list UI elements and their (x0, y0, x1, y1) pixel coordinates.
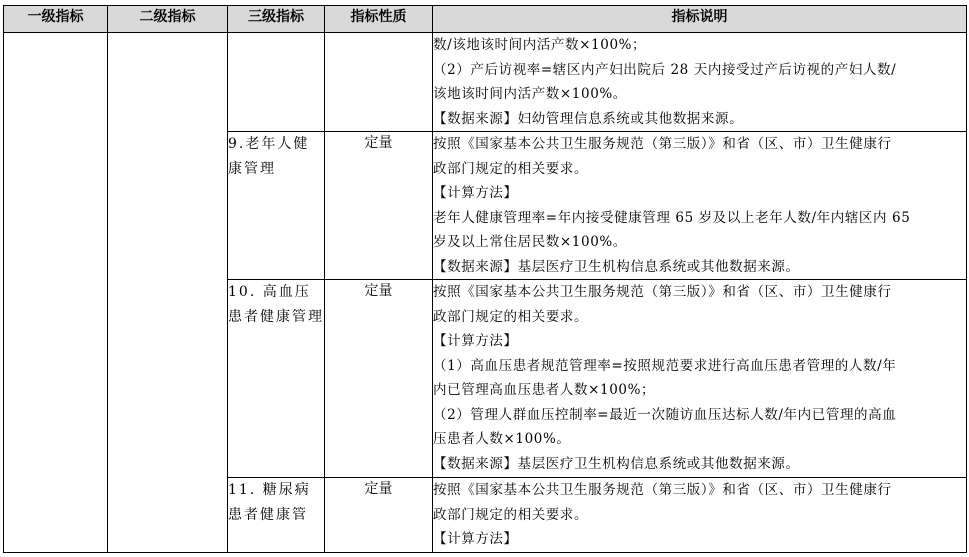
description-line: 按照《国家基本公共卫生服务规范（第三版）》和省（区、市）卫生健康行 (433, 482, 892, 498)
description-line: 政部门规定的相关要求。 (433, 160, 589, 177)
description-cell (433, 33, 967, 132)
description-line: 【计算方法】 (433, 531, 518, 547)
header-level1: 一级指标 (4, 6, 108, 33)
description-line: 【计算方法】 (433, 333, 518, 349)
description-line: 压患者人数×100%。 (433, 431, 571, 447)
description-cell (433, 478, 967, 553)
level3-cell: 11. 糖尿病患者健康管 (228, 478, 325, 553)
description-line: 【计算方法】 (433, 185, 518, 201)
level3-cell: 10. 高血压患者健康管理 (228, 280, 325, 478)
description-cell (433, 280, 967, 478)
level2-cell (108, 33, 228, 553)
header-row (4, 6, 967, 33)
description-line: 数/该地该时间内活产数×100%； (433, 37, 647, 53)
header-description: 指标说明 (433, 6, 967, 33)
header-level3: 三级指标 (228, 6, 325, 33)
description-line: 老年人健康管理率=年内接受健康管理 65 岁及以上老年人数/年内辖区内 65 (433, 209, 911, 226)
description-line: 按照《国家基本公共卫生服务规范（第三版）》和省（区、市）卫生健康行 (433, 136, 892, 152)
description-line: （2）管理人群血压控制率=最近一次随访血压达标人数/年内已管理的高血 (433, 406, 897, 423)
description-line: 该地该时间内活产数×100%。 (433, 86, 627, 102)
nature-cell: 定量 (325, 132, 433, 280)
level3-cell (228, 33, 325, 132)
description-cell (433, 132, 967, 280)
header-level2: 二级指标 (108, 6, 228, 33)
description-line: 内已管理高血压患者人数×100%； (433, 382, 656, 398)
description-line: 按照《国家基本公共卫生服务规范（第三版）》和省（区、市）卫生健康行 (433, 284, 892, 300)
description-line: 【数据来源】基层医疗卫生机构信息系统或其他数据来源。 (433, 455, 800, 472)
description-line: （1）高血压患者规范管理率=按照规范要求进行高血压患者管理的人数/年 (433, 357, 897, 374)
table-row (4, 33, 967, 132)
nature-cell: 定量 (325, 478, 433, 553)
indicator-table (3, 5, 967, 553)
nature-cell (325, 33, 433, 132)
level1-cell (4, 33, 108, 553)
description-line: （2）产后访视率=辖区内产妇出院后 28 天内接受过产后访视的产妇人数/ (433, 61, 897, 78)
header-nature: 指标性质 (325, 6, 433, 33)
description-line: 政部门规定的相关要求。 (433, 506, 589, 523)
level3-cell: 9.老年人健康管理 (228, 132, 325, 280)
description-line: 【数据来源】妇幼管理信息系统或其他数据来源。 (433, 110, 744, 127)
nature-cell: 定量 (325, 280, 433, 478)
description-line: 政部门规定的相关要求。 (433, 308, 589, 325)
description-line: 岁及以上常住居民数×100%。 (433, 234, 627, 250)
description-line: 【数据来源】基层医疗卫生机构信息系统或其他数据来源。 (433, 258, 800, 275)
